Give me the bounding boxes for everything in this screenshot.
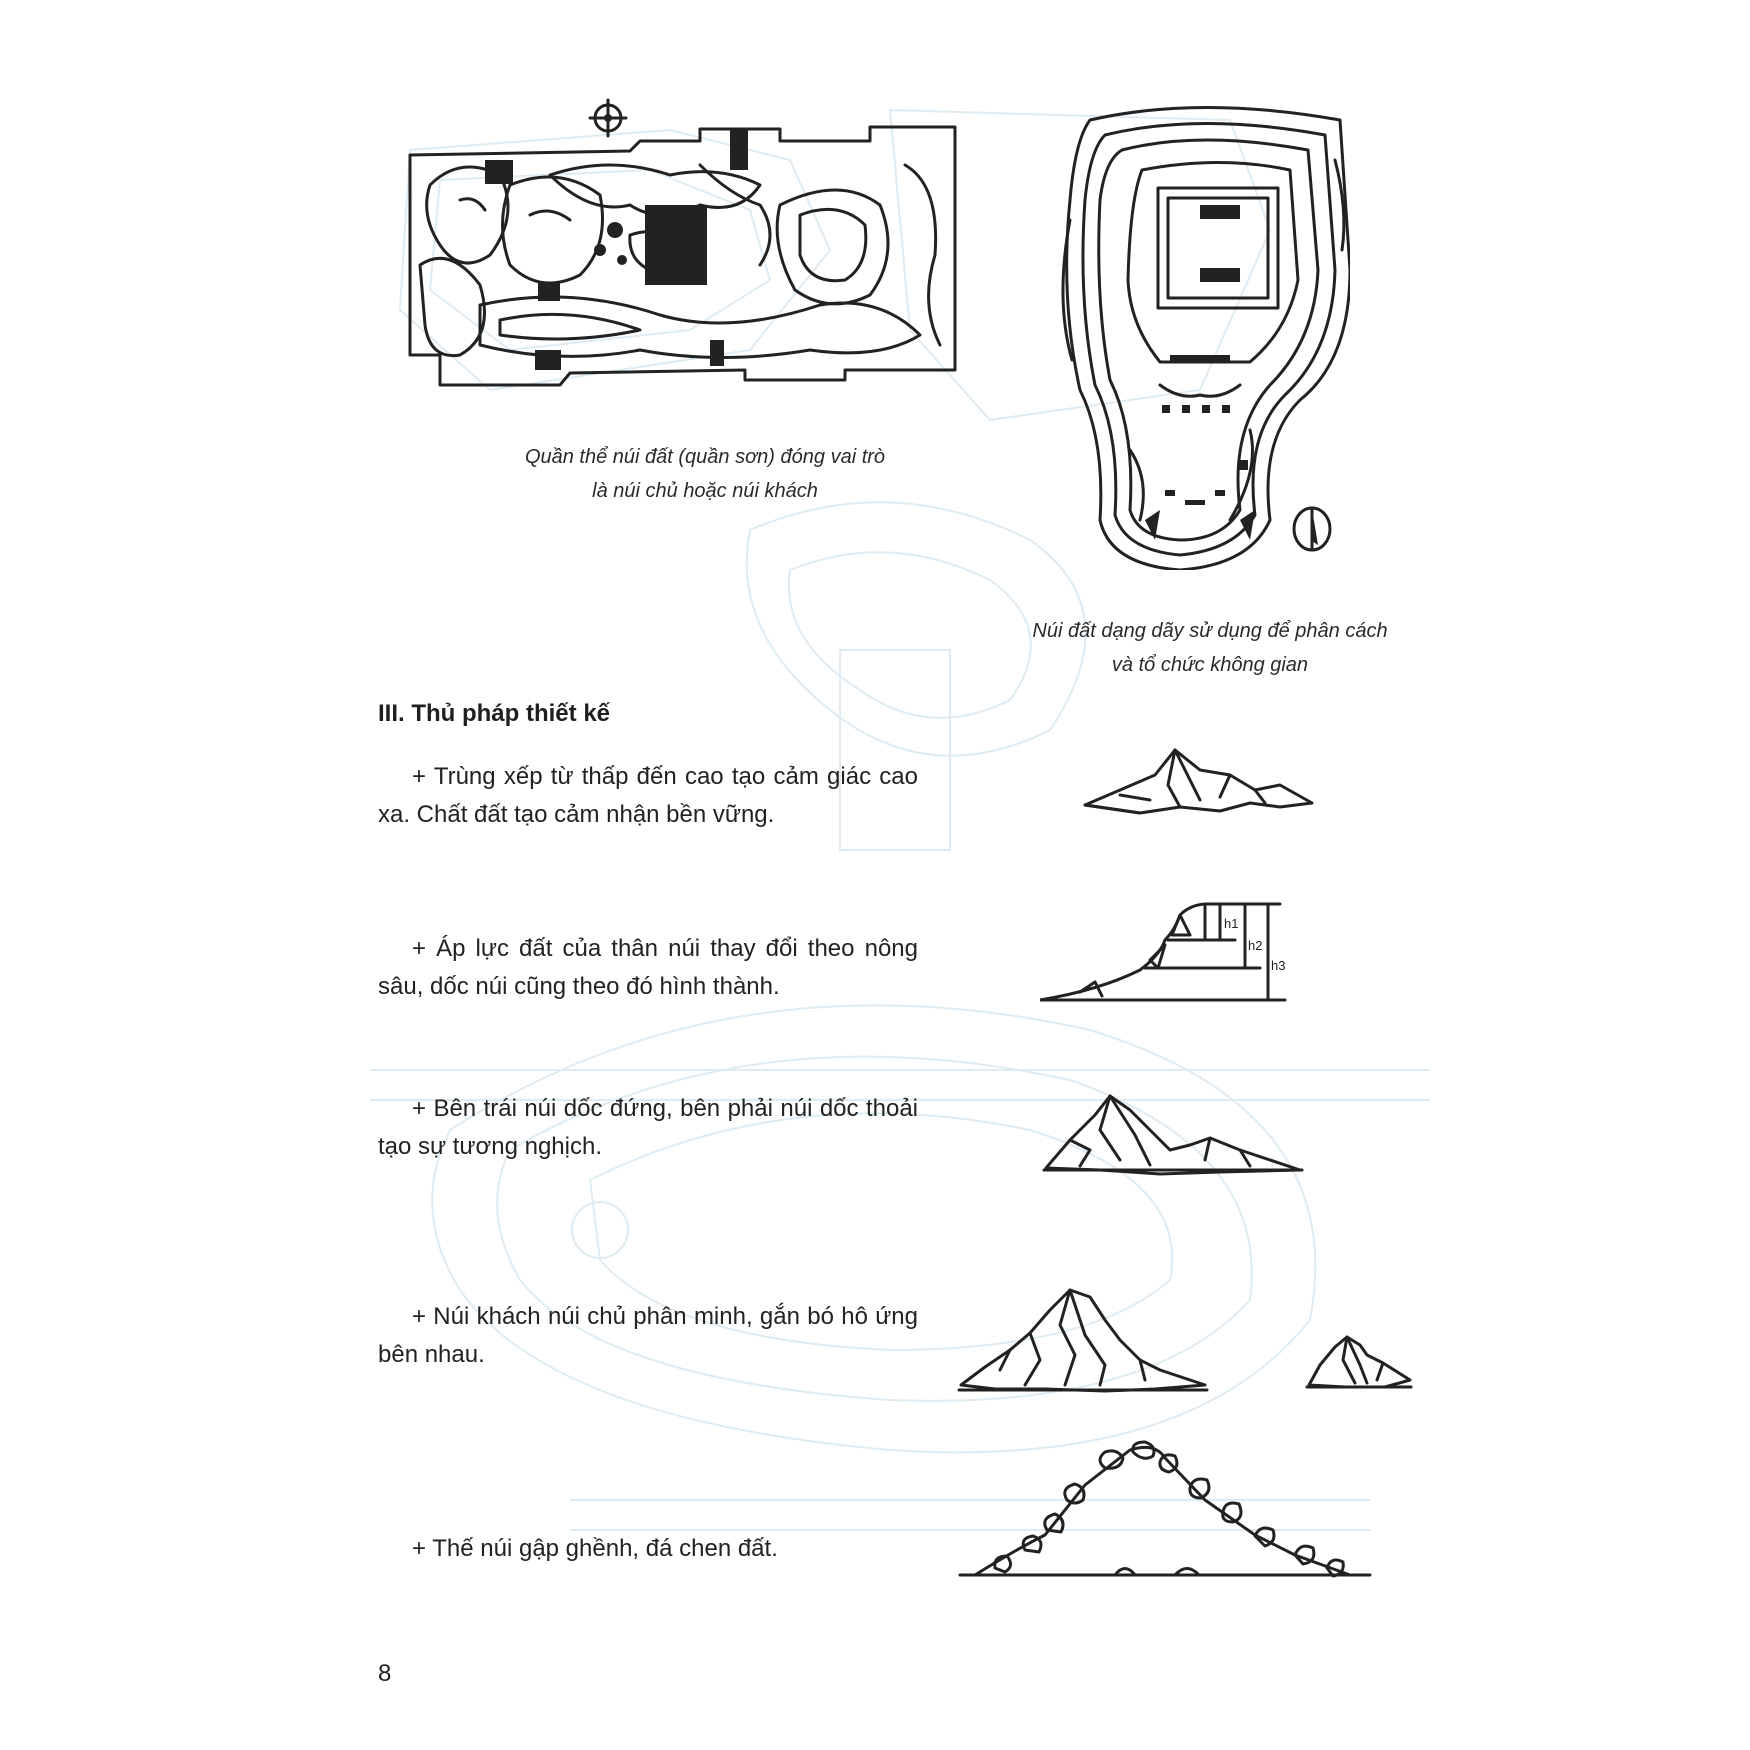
- paragraph-host-guest: + Núi khách núi chủ phân minh, gắn bó hô ứng bên nhau.: [378, 1303, 918, 1368]
- section-heading: III. Thủ pháp thiết kế: [378, 700, 611, 727]
- paragraph-rugged-terrain: + Thế núi gập ghềnh, đá chen đất.: [412, 1535, 778, 1562]
- rocky-mountain-sketch: [955, 1440, 1375, 1590]
- paragraph-layering: + Trùng xếp từ thấp đến cao tạo cảm giác cao xa. Chất đất tạo cảm nhận bền vững.: [378, 763, 918, 828]
- height-label-h1: h1: [1224, 916, 1239, 931]
- guest-mountain-sketch: [1305, 1325, 1415, 1395]
- compass-icon: [588, 98, 628, 138]
- caption-mound-cluster: [470, 440, 940, 508]
- height-label-h3: h3: [1271, 958, 1286, 973]
- caption-mountain-range: [990, 614, 1430, 682]
- caption-line: Núi đất dạng dãy sử dụng để phân cách: [1032, 620, 1388, 642]
- layered-mountain-sketch: [1080, 745, 1320, 825]
- paragraph-earth-pressure: + Áp lực đất của thân núi thay đổi theo nông sâu, dốc núi cũng theo đó hình thành.: [378, 935, 918, 1000]
- earth-mound-cluster-plan: [400, 105, 970, 405]
- north-arrow-icon: [1290, 505, 1334, 553]
- slope-section-diagram: [1040, 900, 1300, 1010]
- host-mountain-sketch: [955, 1285, 1215, 1410]
- mountain-range-plan: [1050, 100, 1350, 570]
- page-number: 8: [378, 1660, 392, 1687]
- caption-line: Quần thể núi đất (quần sơn) đóng vai trò: [524, 446, 886, 468]
- caption-line: là núi chủ hoặc núi khách: [592, 480, 818, 502]
- asymmetric-slope-mountain: [1040, 1090, 1310, 1180]
- height-label-h2: h2: [1248, 938, 1263, 953]
- caption-line: và tổ chức không gian: [1111, 654, 1309, 676]
- paragraph-slope-contrast: + Bên trái núi dốc đứng, bên phải núi dốc thoải tạo sự tương nghịch.: [378, 1095, 918, 1160]
